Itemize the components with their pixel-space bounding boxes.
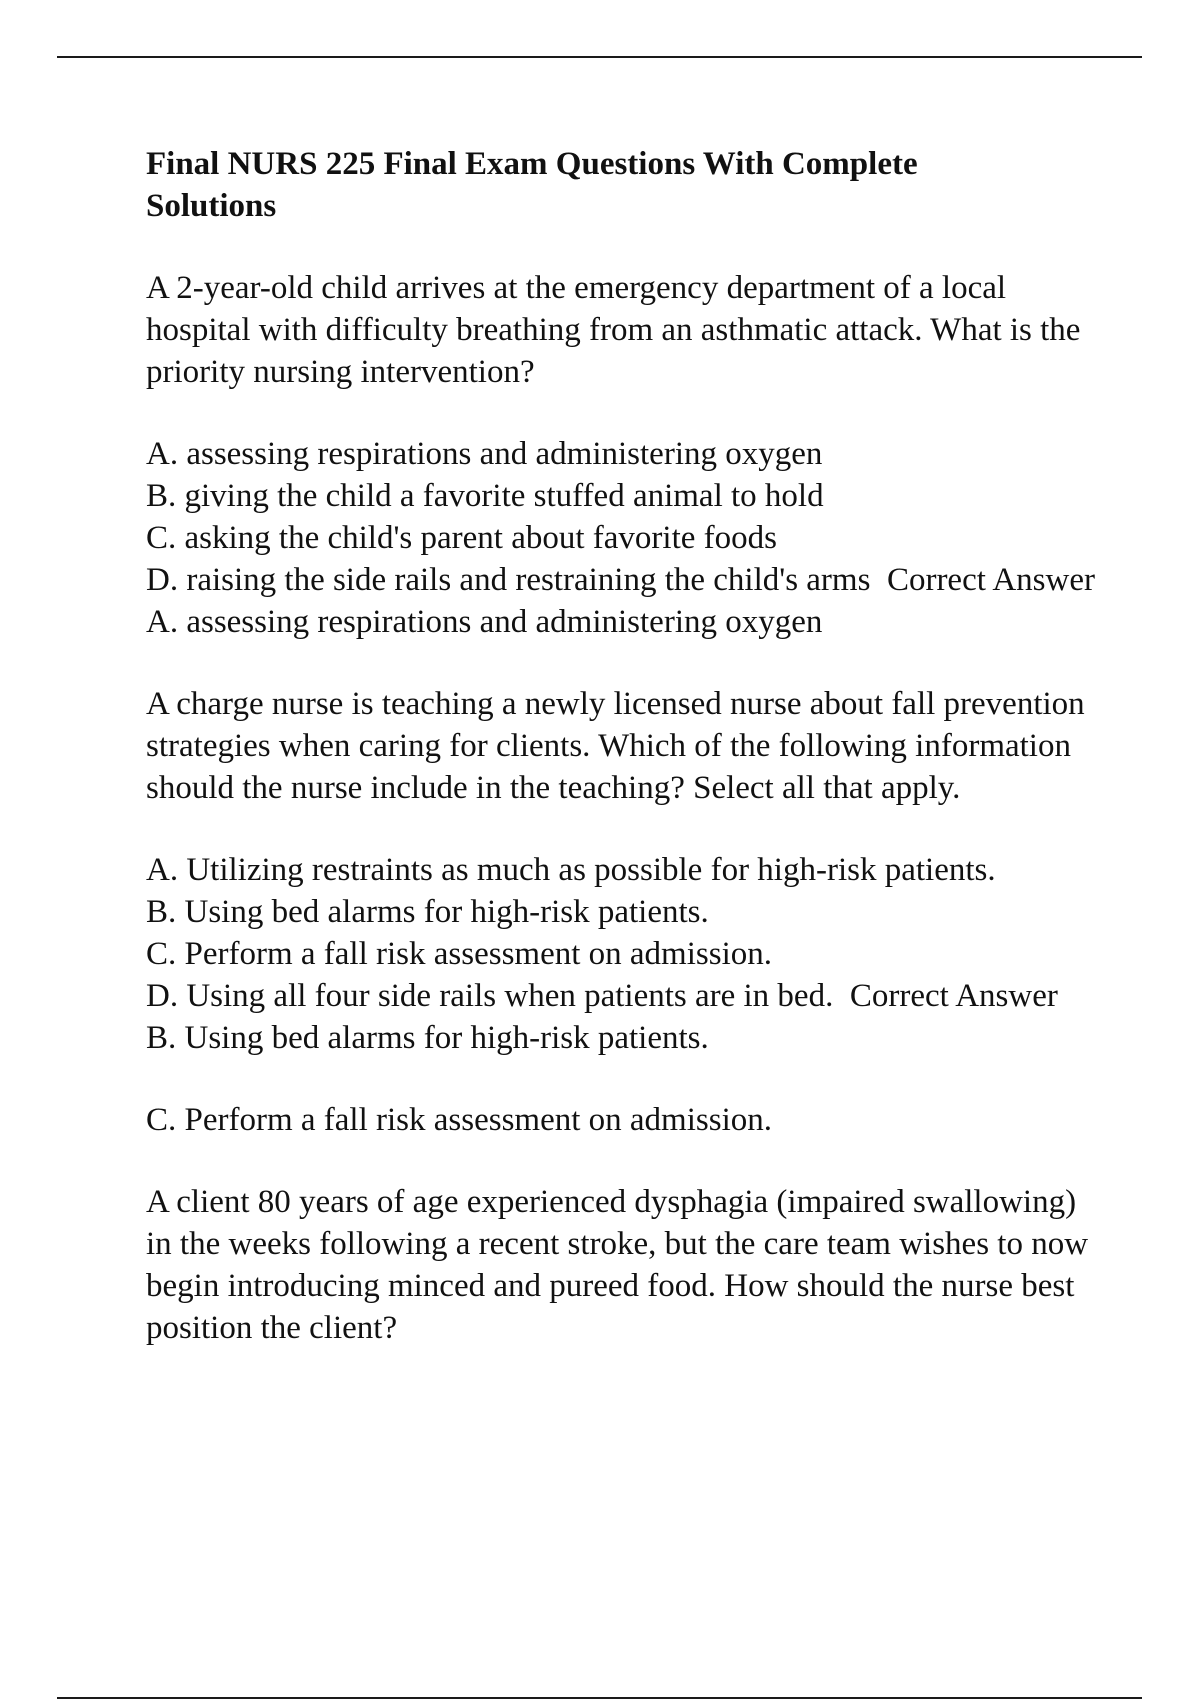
- question-2-option-b: B. Using bed alarms for high-risk patients.: [146, 894, 709, 930]
- question-2-answer-2: C. Perform a fall risk assessment on admission.: [146, 1102, 773, 1138]
- question-1-option-d-with-answer-label: [146, 559, 1146, 601]
- question-1-correct-label: Correct Answer: [886, 562, 1095, 598]
- question-1-options: [146, 433, 1146, 643]
- document-body: [146, 143, 1146, 1389]
- page-bottom-rule: [57, 1697, 1142, 1699]
- question-1-option-a: A. assessing respirations and administering oxygen: [146, 436, 823, 472]
- question-2-options: [146, 849, 1146, 1059]
- question-1-option-d: D. raising the side rails and restraining the child's arms: [146, 562, 871, 598]
- page-top-rule: [57, 56, 1142, 58]
- question-2-option-c: C. Perform a fall risk assessment on admission.: [146, 936, 773, 972]
- document-title: Final NURS 225 Final Exam Questions With Complete Solutions: [146, 146, 918, 224]
- question-2-option-d: D. Using all four side rails when patients are in bed.: [146, 978, 834, 1014]
- question-2-correct-label: Correct Answer: [849, 978, 1058, 1014]
- question-1-stem: A 2-year-old child arrives at the emergency department of a local hospital with difficulty breathing from an asthmatic attack. What is the priority nursing intervention?: [146, 270, 1081, 390]
- question-1-option-b: B. giving the child a favorite stuffed animal to hold: [146, 478, 824, 514]
- question-2-option-d-with-answer-label: [146, 975, 1146, 1017]
- question-1-option-c: C. asking the child's parent about favorite foods: [146, 520, 777, 556]
- question-2-stem: A charge nurse is teaching a newly licensed nurse about fall prevention strategies when caring for clients. Which of the following information should the nurse include in the teaching? Select all that apply.: [146, 686, 1085, 806]
- question-1-answer: A. assessing respirations and administering oxygen: [146, 604, 823, 640]
- question-2-answer-1: B. Using bed alarms for high-risk patients.: [146, 1020, 709, 1056]
- question-3-stem: A client 80 years of age experienced dysphagia (impaired swallowing) in the weeks following a recent stroke, but the care team wishes to now begin introducing minced and pureed food. How should the nurse best position the client?: [146, 1184, 1089, 1346]
- question-2-option-a: A. Utilizing restraints as much as possible for high-risk patients.: [146, 852, 996, 888]
